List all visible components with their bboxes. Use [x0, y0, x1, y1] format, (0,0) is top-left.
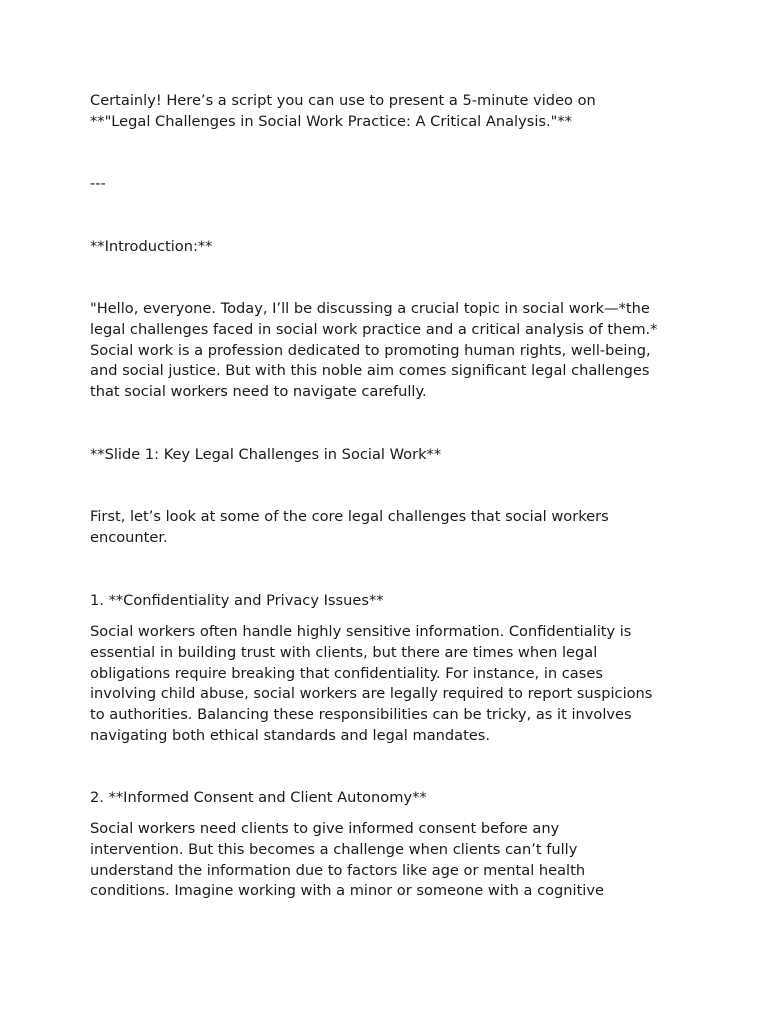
item-1-paragraph: Social workers often handle highly sensitive information. Confidentiality is essential in building trust with clients, but there are times when legal obligations require breaking that confidentiality. For instance, in cases involving child abuse, social workers are legally required to report suspicions to authorities. Balancing these responsibilities can be tricky, as it involves navigating both ethical standards and legal mandates. [90, 623, 653, 744]
item-1-heading: 1. **Confidentiality and Privacy Issues** [90, 592, 384, 609]
separator-line: --- [90, 175, 106, 192]
slide-1-heading: **Slide 1: Key Legal Challenges in Social Work** [90, 446, 442, 463]
introduction-heading: **Introduction:** [90, 238, 213, 255]
slide-1-paragraph: First, let’s look at some of the core legal challenges that social workers encounter. [90, 508, 609, 546]
intro-paragraph: Certainly! Here’s a script you can use to present a 5-minute video on **"Legal Challenges in Social Work Practice: A Critical Analysis."** [90, 92, 596, 130]
item-2-paragraph: Social workers need clients to give informed consent before any intervention. But this becomes a challenge when clients can’t fully understand the information due to factors like age or mental health conditions. Imagine working with a minor or someone with a cognitive [90, 820, 604, 900]
introduction-paragraph: "Hello, everyone. Today, I’ll be discussing a crucial topic in social work—*the legal challenges faced in social work practice and a critical analysis of them.* Social work is a profession dedicated to promoting human rights, well-being, and social justice. But with this noble aim comes significant legal challenges that social workers need to navigate carefully. [90, 300, 658, 401]
item-2-heading: 2. **Informed Consent and Client Autonomy** [90, 789, 427, 806]
